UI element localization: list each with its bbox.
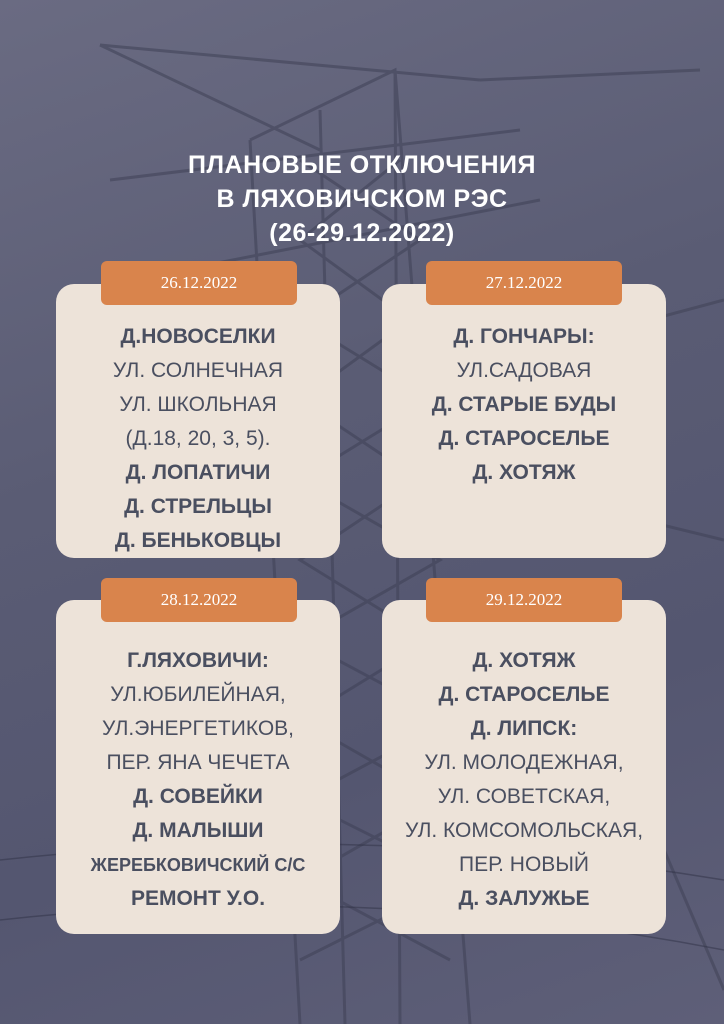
title-line-1: ПЛАНОВЫЕ ОТКЛЮЧЕНИЯ (188, 151, 536, 179)
location-line: УЛ. СОЛНЕЧНАЯ (112, 359, 284, 382)
location-line: Г.ЛЯХОВИЧИ: (127, 649, 269, 672)
location-line: Д. ГОНЧАРЫ: (453, 325, 595, 348)
location-line: УЛ. СОВЕТСКАЯ, (437, 785, 611, 808)
location-line: ПЕР. НОВЫЙ (459, 853, 589, 876)
card-body (56, 644, 340, 916)
location-line: Д. СТАРЫЕ БУДЫ (431, 393, 617, 416)
location-line: Д. ХОТЯЖ (472, 649, 576, 672)
outage-card-28 (56, 600, 340, 934)
location-line: Д. СОВЕЙКИ (133, 785, 263, 808)
location-line: Д. ЛИПСК: (470, 717, 578, 740)
outage-card-26 (56, 284, 340, 558)
location-line: Д. БЕНЬКОВЦЫ (114, 529, 282, 552)
location-line: УЛ.САДОВАЯ (456, 359, 592, 382)
card-body (56, 320, 340, 558)
location-line: (Д.18, 20, 3, 5). (125, 427, 271, 450)
outage-card-29 (382, 600, 666, 934)
outage-card-27 (382, 284, 666, 558)
location-line: Д. СТРЕЛЬЦЫ (124, 495, 272, 518)
location-line: УЛ.ЭНЕРГЕТИКОВ, (101, 717, 294, 740)
date-badge: 28.12.2022 (101, 578, 297, 622)
date-badge: 29.12.2022 (426, 578, 622, 622)
location-line: УЛ. ШКОЛЬНАЯ (119, 393, 277, 416)
location-line: Д. СТАРОСЕЛЬЕ (438, 683, 610, 706)
title-line-3: (26-29.12.2022) (269, 219, 455, 247)
location-line: Д. СТАРОСЕЛЬЕ (438, 427, 610, 450)
date-badge: 27.12.2022 (426, 261, 622, 305)
page-title (0, 148, 724, 250)
location-line: Д. МАЛЫШИ (132, 819, 264, 842)
location-line: Д. ЛОПАТИЧИ (125, 461, 271, 484)
location-line: Д. ХОТЯЖ (472, 461, 576, 484)
location-line: УЛ.ЮБИЛЕЙНАЯ, (110, 683, 286, 706)
card-body (382, 644, 666, 916)
location-line: РЕМОНТ У.О. (130, 887, 266, 910)
date-badge: 26.12.2022 (101, 261, 297, 305)
title-line-2: В ЛЯХОВИЧСКОМ РЭС (216, 185, 508, 213)
location-line: УЛ. КОМСОМОЛЬСКАЯ, (404, 819, 644, 842)
location-line: ПЕР. ЯНА ЧЕЧЕТА (106, 751, 290, 774)
location-line: ЖЕРЕБКОВИЧСКИЙ С/С (90, 855, 306, 875)
location-line: Д. ЗАЛУЖЬЕ (458, 887, 590, 910)
location-line: УЛ. МОЛОДЕЖНАЯ, (424, 751, 624, 774)
location-line: Д.НОВОСЕЛКИ (120, 325, 276, 348)
card-body (382, 320, 666, 490)
